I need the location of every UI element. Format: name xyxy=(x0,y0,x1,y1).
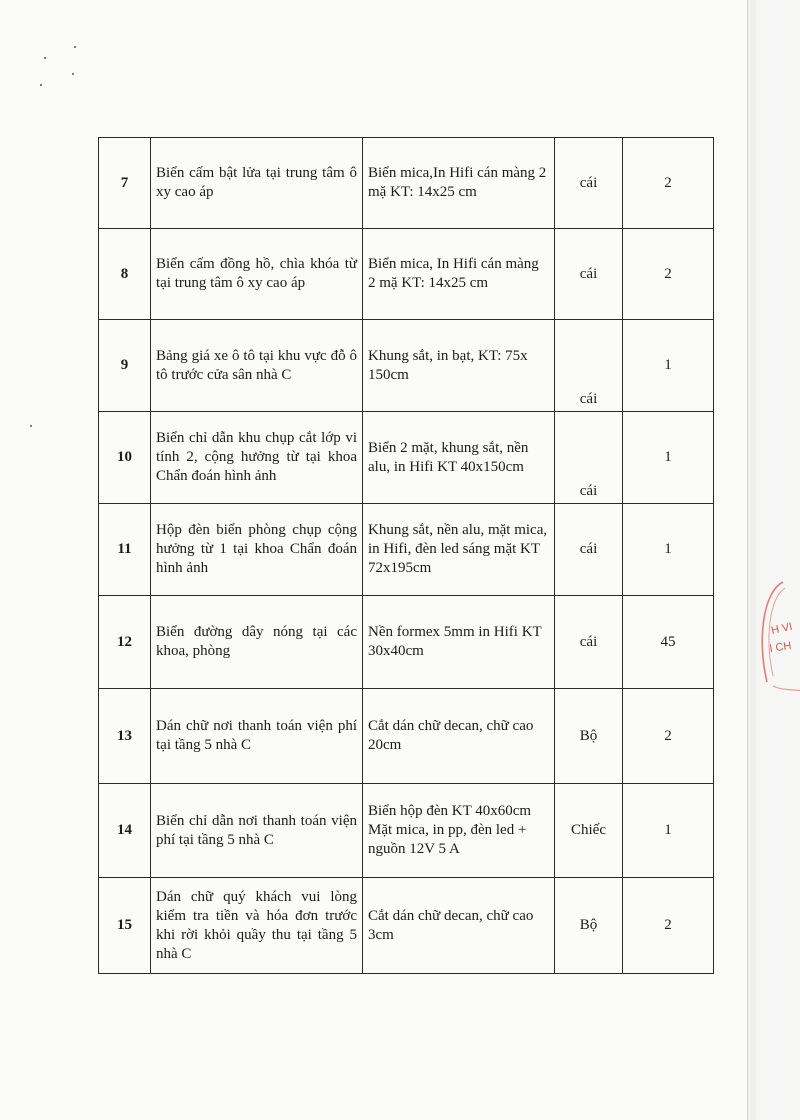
table-row xyxy=(99,229,714,320)
item-unit: Bộ xyxy=(555,878,623,974)
seal-scribble xyxy=(773,686,800,694)
scan-speck xyxy=(74,46,76,48)
item-unit: cái xyxy=(555,504,623,596)
item-unit: Bộ xyxy=(555,689,623,784)
item-unit: Chiếc xyxy=(555,784,623,878)
item-specification: Cắt dán chữ decan, chữ cao 3cm xyxy=(363,878,555,974)
item-description: Biển đường dây nóng tại các khoa, phòng xyxy=(151,596,363,689)
row-number: 7 xyxy=(99,138,151,229)
page-edge-line xyxy=(747,0,748,1120)
item-description: Dán chữ quý khách vui lòng kiểm tra tiền và hóa đơn trước khi rời khỏi quầy thu tại tầng 5 nhà C xyxy=(151,878,363,974)
item-specification: Nền formex 5mm in Hifi KT 30x40cm xyxy=(363,596,555,689)
table-row xyxy=(99,138,714,229)
seal-text-fragment: H VI xyxy=(770,620,794,637)
item-specification: Cắt dán chữ decan, chữ cao 20cm xyxy=(363,689,555,784)
row-number: 9 xyxy=(99,320,151,412)
item-specification: Khung sắt, nền alu, mặt mica, in Hifi, đèn led sáng mặt KT 72x195cm xyxy=(363,504,555,596)
row-number: 13 xyxy=(99,689,151,784)
item-description: Hộp đèn biển phòng chụp cộng hưởng từ 1 tại khoa Chẩn đoán hình ảnh xyxy=(151,504,363,596)
item-specification: Khung sắt, in bạt, KT: 75x 150cm xyxy=(363,320,555,412)
item-specification: Biển hộp đèn KT 40x60cm Mặt mica, in pp, đèn led + nguồn 12V 5 A xyxy=(363,784,555,878)
table-row xyxy=(99,596,714,689)
item-specification: Biển mica,In Hifi cán màng 2 mặ KT: 14x25 cm xyxy=(363,138,555,229)
item-specification: Biển 2 mặt, khung sắt, nền alu, in Hifi KT 40x150cm xyxy=(363,412,555,504)
scan-speck xyxy=(44,57,46,59)
page-edge-strip xyxy=(747,0,800,1120)
item-description: Dán chữ nơi thanh toán viện phí tại tầng 5 nhà C xyxy=(151,689,363,784)
table-row xyxy=(99,689,714,784)
item-unit: cái xyxy=(555,138,623,229)
item-quantity: 1 xyxy=(623,504,714,596)
row-number: 15 xyxy=(99,878,151,974)
row-number: 14 xyxy=(99,784,151,878)
item-description: Biển chỉ dẫn khu chụp cắt lớp vi tính 2, cộng hưởng từ tại khoa Chẩn đoán hình ảnh xyxy=(151,412,363,504)
red-seal-stamp xyxy=(755,570,800,710)
seal-text-fragment: I CH xyxy=(768,640,793,655)
item-quantity: 1 xyxy=(623,320,714,412)
item-specification: Biển mica, In Hifi cán màng 2 mặ KT: 14x25 cm xyxy=(363,229,555,320)
item-quantity: 1 xyxy=(623,784,714,878)
item-quantity: 2 xyxy=(623,689,714,784)
table-row xyxy=(99,412,714,504)
item-quantity: 2 xyxy=(623,229,714,320)
scan-speck xyxy=(30,425,32,427)
row-number: 8 xyxy=(99,229,151,320)
item-quantity: 2 xyxy=(623,878,714,974)
item-quantity: 45 xyxy=(623,596,714,689)
item-unit: cái xyxy=(555,320,623,412)
scan-speck xyxy=(40,84,42,86)
table-row xyxy=(99,504,714,596)
item-quantity: 1 xyxy=(623,412,714,504)
row-number: 10 xyxy=(99,412,151,504)
table-row xyxy=(99,878,714,974)
item-description: Biển cấm đồng hồ, chìa khóa từ tại trung tâm ô xy cao áp xyxy=(151,229,363,320)
item-unit: cái xyxy=(555,412,623,504)
row-number: 11 xyxy=(99,504,151,596)
item-description: Biển chỉ dẫn nơi thanh toán viện phí tại tầng 5 nhà C xyxy=(151,784,363,878)
item-unit: cái xyxy=(555,229,623,320)
table-row xyxy=(99,320,714,412)
item-description: Biển cấm bật lửa tại trung tâm ô xy cao áp xyxy=(151,138,363,229)
scan-speck xyxy=(72,73,74,75)
item-description: Bảng giá xe ô tô tại khu vực đỗ ô tô trước cửa sân nhà C xyxy=(151,320,363,412)
items-table xyxy=(98,137,714,974)
item-unit: cái xyxy=(555,596,623,689)
item-quantity: 2 xyxy=(623,138,714,229)
row-number: 12 xyxy=(99,596,151,689)
table-row xyxy=(99,784,714,878)
